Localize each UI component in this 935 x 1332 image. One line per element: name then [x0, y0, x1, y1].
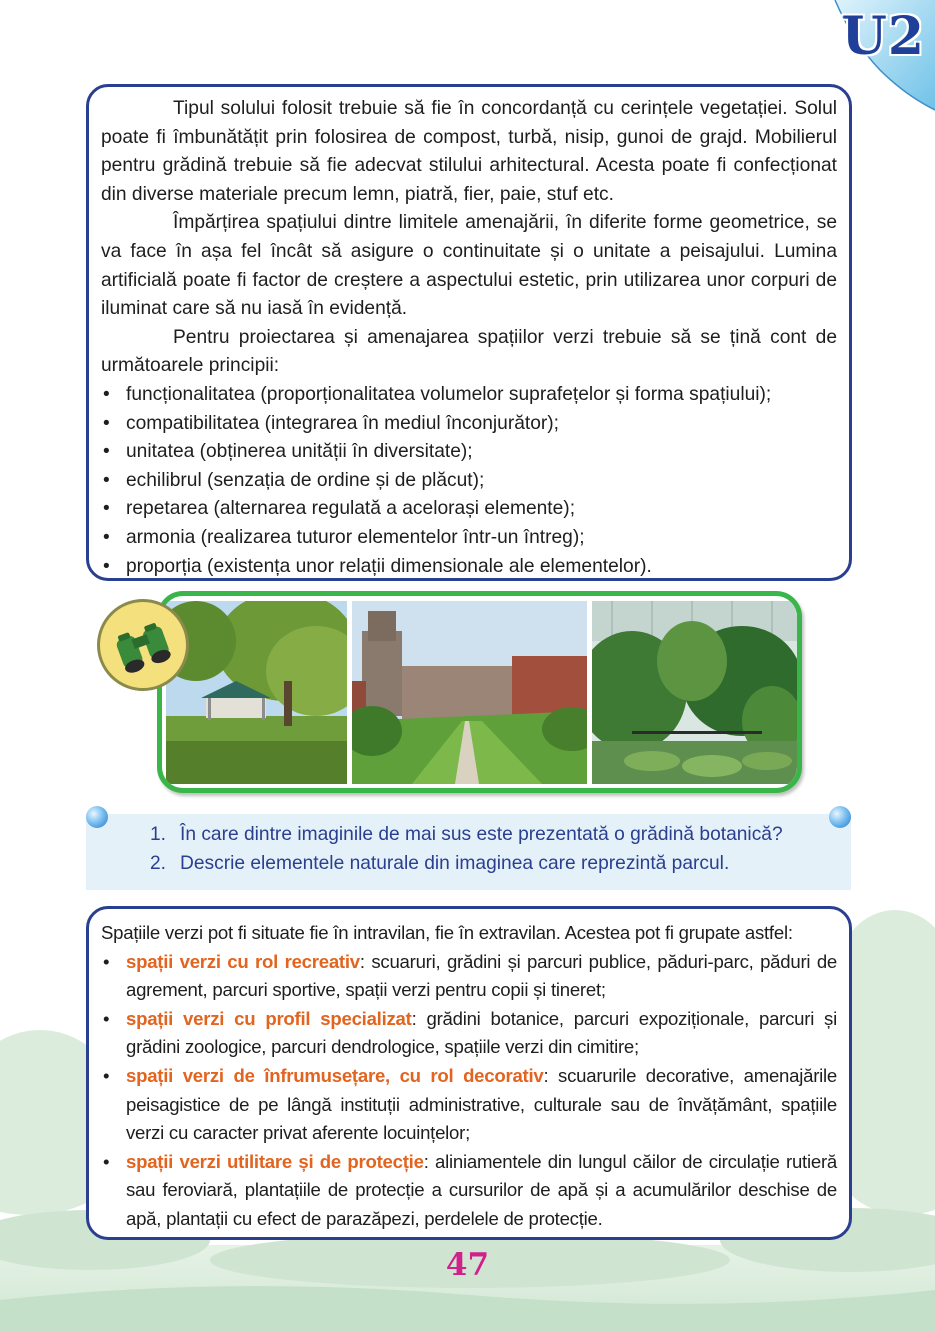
binoculars-icon [97, 599, 189, 691]
botanical-greenhouse-photo [592, 601, 798, 784]
list-item: • unitatea (obținerea unității în diversitate); [101, 438, 837, 467]
paragraph-soil: Tipul solului folosit trebuie să fie în concordanță cu cerințele vegetației. Solul poate fi îmbunătățit prin folosirea de compost, turbă, nisip, gunoi de grajd. Mobilierul pentru grădină trebuie să fie adecvat stilului arhitectural. Acesta poate fi confecționat din diverse materiale precum lemn, piatră, fier, paie, stuf etc. [101, 98, 837, 205]
bubble-icon [829, 806, 851, 828]
category-item: • spații verzi utilitare și de protecție: aliniamentele din lungul căilor de circulație rutieră sau feroviară, plantațiile de protecție a cursurilor de apă și a acumulărilor deschise de apă, plantații cu efect de parazăpezi, perdelele de protecție. [103, 1150, 837, 1229]
list-item: • proporția (existența unor relații dimensionale ale elementelor). [101, 553, 837, 582]
green-spaces-intro: Spațiile verzi pot fi situate fie în intravilan, fie în extravilan. Acestea pot fi grupate astfel: [101, 922, 793, 943]
questions-list [150, 821, 783, 878]
photo-strip [157, 591, 802, 793]
list-item: • compatibilitatea (integrarea în mediul înconjurător); [101, 410, 837, 439]
green-spaces-text-box [86, 906, 852, 1240]
bubble-icon [86, 806, 108, 828]
unit-label: U2 [841, 6, 925, 67]
category-item: • spații verzi cu profil specializat: grădini botanice, parcuri expoziționale, parcuri și grădini zoologice, parcuri dendrologice, spațiile verzi din cimitire; [103, 1007, 837, 1058]
list-item: • funcționalitatea (proporționalitatea volumelor suprafețelor și forma spațiului); [101, 381, 837, 410]
category-item: • spații verzi de înfrumusețare, cu rol decorativ: scuarurile decorative, amenajările peisagistice de pe lângă instituții administrative, culturale sau de învățământ, spațiile verzi cu caracter privat aferente locuințelor; [103, 1064, 837, 1144]
question-item: 2. Descrie elementele naturale din imaginea care reprezintă parcul. [150, 852, 730, 874]
paragraph-space: Împărțirea spațiului dintre limitele amenajării, în diferite forme geometrice, se va face în așa fel încât să asigure o continuitate și o unitate a peisajului. Lumina artificială poate fi factor de creștere a aspectului estetic, prin utilizarea unor corpuri de iluminat care să nu iasă în evidență. [101, 212, 837, 320]
category-item: • spații verzi cu rol recreativ: scuaruri, grădini și parcuri publice, păduri-parc, păduri de agrement, parcuri sportive, spații verzi pentru copii și tineret; [103, 950, 837, 1001]
park-photo [166, 601, 347, 784]
principles-text-box [86, 84, 852, 581]
question-item: 1. În care dintre imaginile de mai sus este prezentată o grădină botanică? [150, 824, 783, 845]
page-number: 47 [445, 1247, 490, 1283]
list-item: • armonia (realizarea tuturor elementelor într-un întreg); [101, 524, 837, 553]
list-item: • repetarea (alternarea regulată a acelorași elemente); [101, 495, 837, 524]
principles-list [101, 381, 837, 581]
list-item: • echilibrul (senzația de ordine și de plăcut); [101, 467, 837, 496]
campus-photo [352, 601, 587, 784]
paragraph-principles-intro: Pentru proiectarea și amenajarea spațiilor verzi trebuie să se țină cont de următoarele principii: [101, 326, 837, 377]
